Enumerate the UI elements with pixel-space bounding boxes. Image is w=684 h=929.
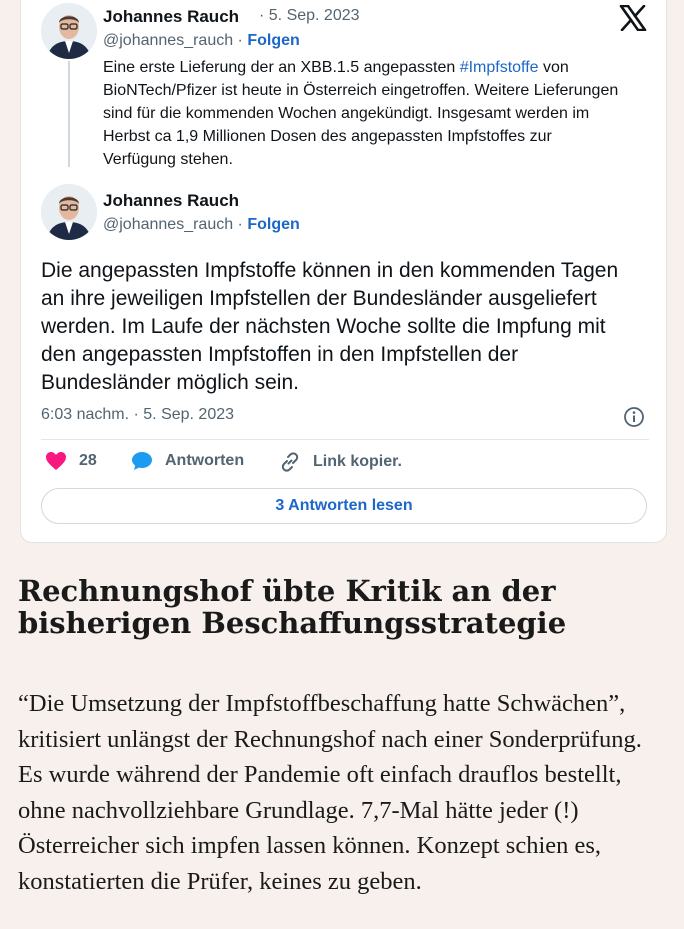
copy-link-label: Link kopier.	[313, 453, 402, 470]
quoted-handle[interactable]: @johannes_rauch	[103, 32, 234, 49]
main-tweet-text: Die angepassten Impfstoffe können in den kommenden Tagen an ihre jeweiligen Impfstellen der Bundesländer ausgeliefert werden. Im Laufe der nächsten Woche sollte die Impfung mit den angepassten Impfstoffen in den Impfstellen der Bundesländer möglich sein.	[41, 259, 619, 394]
like-count: 28	[79, 452, 97, 469]
meta-separator: ·	[233, 216, 248, 233]
read-replies-button[interactable]: 3 Antworten lesen	[41, 488, 647, 524]
main-author-name[interactable]: Johannes Rauch	[103, 191, 240, 210]
x-logo-icon[interactable]	[619, 5, 647, 31]
link-icon	[279, 451, 301, 473]
reply-button[interactable]	[131, 451, 244, 471]
main-handle-row	[103, 216, 300, 234]
hashtag-link[interactable]: #Impfstoffe	[459, 59, 539, 76]
quoted-date[interactable]: · 5. Sep. 2023	[259, 7, 360, 24]
quoted-author-name[interactable]: Johannes Rauch	[103, 7, 240, 26]
follow-button[interactable]: Folgen	[247, 216, 300, 233]
quoted-text-end: von BioNTech/Pfizer ist heute in Österreich eingetroffen. Weitere Lieferungen sind für die kommenden Wochen angekündigt. Insgesamt werden im Herbst ca 1,9 Millionen Dosen des angepassten Impfstoffes zur Verfügung stehen.	[103, 59, 619, 168]
copy-link-button[interactable]	[279, 451, 402, 473]
avatar-image	[41, 3, 97, 59]
info-icon[interactable]	[623, 406, 645, 428]
article-heading: Rechnungshof übte Kritik an der bisherigen Beschaffungsstrategie	[18, 574, 567, 640]
tweet-timestamp[interactable]: 6:03 nachm. · 5. Sep. 2023	[41, 406, 235, 423]
article-paragraph: “Die Umsetzung der Impfstoffbeschaffung hatte Schwächen”, kritisiert unlängst der Rechnungshof nach einer Sonderprüfung. Es wurde während der Pandemie oft einfach drauflos bestellt, ohne nachvollziehbare Grundlage. 7,7-Mal hätte jeder (!) Österreicher sich impfen lassen können. Konzept schien es, konstatierten die Prüfer, keines zu geben.	[18, 690, 642, 895]
thread-connector-line	[68, 61, 70, 167]
divider	[41, 439, 649, 440]
avatar-image	[41, 184, 97, 240]
main-handle[interactable]: @johannes_rauch	[103, 216, 234, 233]
follow-button[interactable]: Folgen	[247, 32, 300, 49]
avatar[interactable]	[41, 184, 97, 240]
tweet-embed-card	[20, 0, 667, 543]
avatar[interactable]	[41, 3, 97, 59]
heart-icon	[45, 451, 67, 471]
speech-bubble-icon	[131, 451, 153, 471]
quoted-handle-row	[103, 32, 300, 50]
meta-separator: ·	[233, 32, 248, 49]
like-button[interactable]	[45, 451, 97, 471]
reply-label: Antworten	[165, 452, 245, 469]
quoted-text-start: Eine erste Lieferung der an XBB.1.5 angepassten	[103, 59, 460, 76]
quoted-tweet-text	[103, 56, 623, 171]
